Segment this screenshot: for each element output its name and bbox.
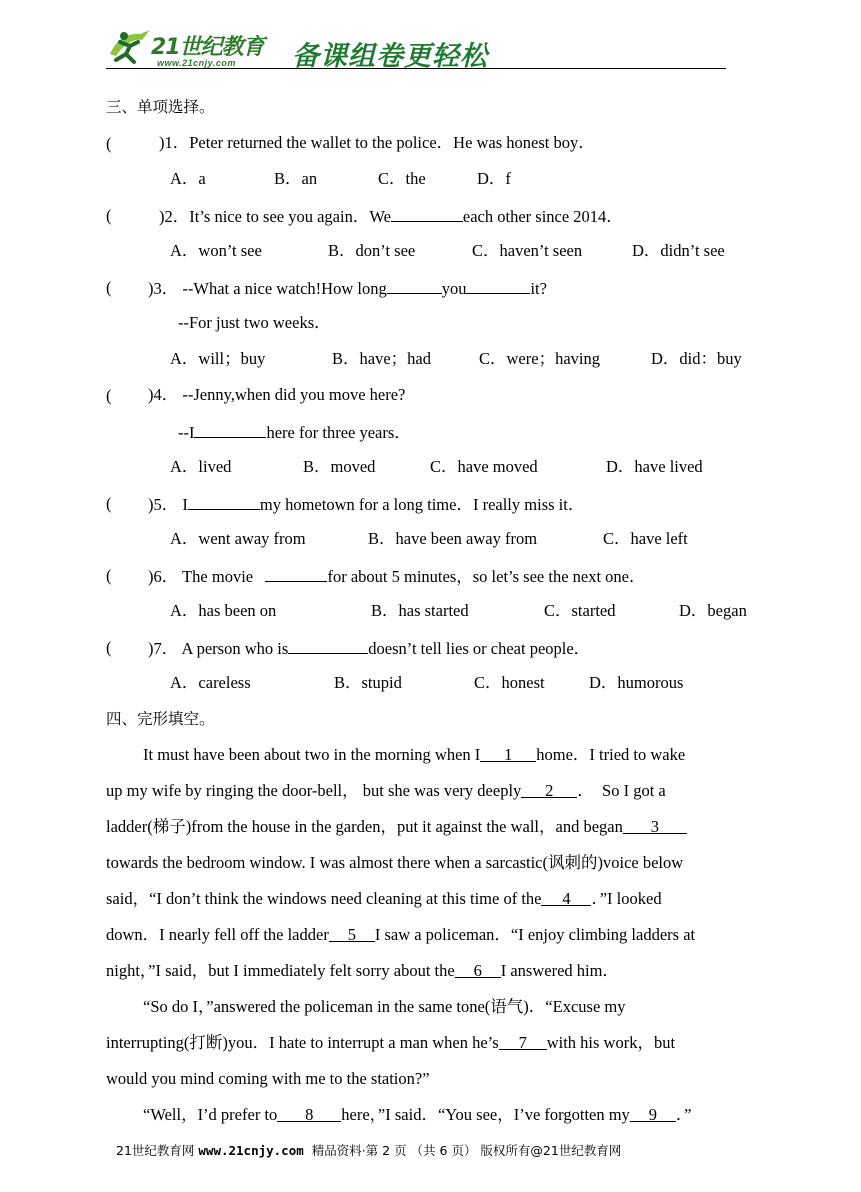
q2-option-a: A．won’t see bbox=[170, 241, 262, 260]
answer-paren: ( bbox=[106, 638, 112, 657]
question-4: )4． --Jenny,when did you move here? bbox=[148, 385, 406, 404]
q5-option-c: C．have left bbox=[603, 529, 688, 548]
question-3: )3． --What a nice watch!How long you it? bbox=[148, 279, 547, 298]
footer-text: 精品资料·第 2 页 （共 6 页） 版权所有@21世纪教育网 bbox=[303, 1143, 622, 1158]
question-5: )5． I my hometown for a long time．I really miss it． bbox=[148, 495, 585, 514]
q6-option-d: D．began bbox=[679, 601, 747, 620]
question-7: )7． A person who is doesn’t tell lies or cheat people． bbox=[148, 639, 591, 658]
page-header bbox=[106, 26, 726, 72]
answer-paren: ( bbox=[106, 134, 112, 153]
cloze-line: It must have been about two in the morning when I 1 home．I tried to wake bbox=[143, 745, 686, 764]
q3-option-d: D．did：buy bbox=[651, 349, 742, 368]
q7-option-d: D．humorous bbox=[589, 673, 684, 692]
question-4-reply: --I here for three years． bbox=[178, 423, 411, 442]
q7-option-a: A．careless bbox=[170, 673, 251, 692]
cloze-line: ladder(梯子)from the house in the garden，put it against the wall，and began 3 bbox=[106, 817, 687, 837]
answer-paren: ( bbox=[106, 566, 112, 585]
header-divider bbox=[106, 68, 726, 69]
q2-option-b: B．don’t see bbox=[328, 241, 416, 260]
answer-paren: ( bbox=[106, 206, 112, 225]
brand-url: www.21cnjy.com bbox=[157, 58, 236, 68]
page-footer bbox=[116, 1141, 621, 1159]
cloze-line: “So do I，”answered the policeman in the same tone(语气)．“Excuse my bbox=[143, 997, 626, 1016]
cloze-line: “Well，I’d prefer to 8 here，”I said．“You see，I’ve forgotten my 9 ．” bbox=[143, 1105, 692, 1124]
q1-option-c: C．the bbox=[378, 169, 426, 188]
runner-logo-icon bbox=[106, 26, 156, 70]
q4-option-c: C．have moved bbox=[430, 457, 538, 476]
q5-option-a: A．went away from bbox=[170, 529, 306, 548]
footer-url[interactable]: www.21cnjy.com bbox=[198, 1143, 304, 1158]
cloze-line: towards the bedroom window. I was almost there when a sarcastic(讽刺的)voice below bbox=[106, 853, 684, 872]
q4-option-a: A．lived bbox=[170, 457, 232, 476]
q3-option-a: A．will；buy bbox=[170, 349, 266, 368]
q4-option-b: B．moved bbox=[303, 457, 376, 476]
q6-option-b: B．has started bbox=[371, 601, 469, 620]
q4-option-d: D．have lived bbox=[606, 457, 703, 476]
question-1: )1．Peter returned the wallet to the police．He was honest boy． bbox=[159, 133, 595, 152]
footer-site: 21世纪教育网 bbox=[116, 1143, 195, 1158]
q6-option-c: C．started bbox=[544, 601, 616, 620]
q5-option-b: B．have been away from bbox=[368, 529, 538, 548]
cloze-line: interrupting(打断)you．I hate to interrupt a man when he’s 7 with his work，but bbox=[106, 1033, 676, 1052]
q2-option-d: D．didn’t see bbox=[632, 241, 725, 260]
q7-option-c: C．honest bbox=[474, 673, 545, 692]
answer-paren: ( bbox=[106, 278, 112, 297]
cloze-line: said，“I don’t think the windows need cleaning at this time of the 4 ．”I looked bbox=[106, 889, 662, 908]
q2-option-c: C．haven’t seen bbox=[472, 241, 583, 260]
question-3-reply: --For just two weeks． bbox=[178, 313, 331, 332]
answer-paren: ( bbox=[106, 386, 112, 405]
q1-option-d: D．f bbox=[477, 169, 511, 188]
cloze-line: down．I nearly fell off the ladder 5 I saw a policeman．“I enjoy climbing ladders at bbox=[106, 925, 696, 944]
q1-option-b: B．an bbox=[274, 169, 318, 188]
cloze-line: night，”I said，but I immediately felt sorry about the 6 I answered him． bbox=[106, 961, 619, 980]
answer-paren: ( bbox=[106, 494, 112, 513]
section-4-title: 四、完形填空。 bbox=[106, 710, 215, 728]
q6-option-a: A．has been on bbox=[170, 601, 277, 620]
cloze-line: up my wife by ringing the door-bell， but she was very deeply 2 ． So I got a bbox=[106, 781, 666, 800]
q7-option-b: B．stupid bbox=[334, 673, 402, 692]
q1-option-a: A．a bbox=[170, 169, 206, 188]
section-3-title: 三、单项选择。 bbox=[106, 98, 215, 116]
q3-option-c: C．were；having bbox=[479, 349, 600, 368]
header-slogan: 备课组卷更轻松 bbox=[292, 41, 488, 72]
question-6: )6． The movie for about 5 minutes，so let’s see the next one． bbox=[148, 567, 646, 586]
brand-logo-text: 21世纪教育 bbox=[151, 35, 264, 60]
q3-option-b: B．have；had bbox=[332, 349, 431, 368]
question-2: )2．It’s nice to see you again．We each other since 2014． bbox=[159, 207, 623, 226]
cloze-line: would you mind coming with me to the station?” bbox=[106, 1069, 430, 1088]
